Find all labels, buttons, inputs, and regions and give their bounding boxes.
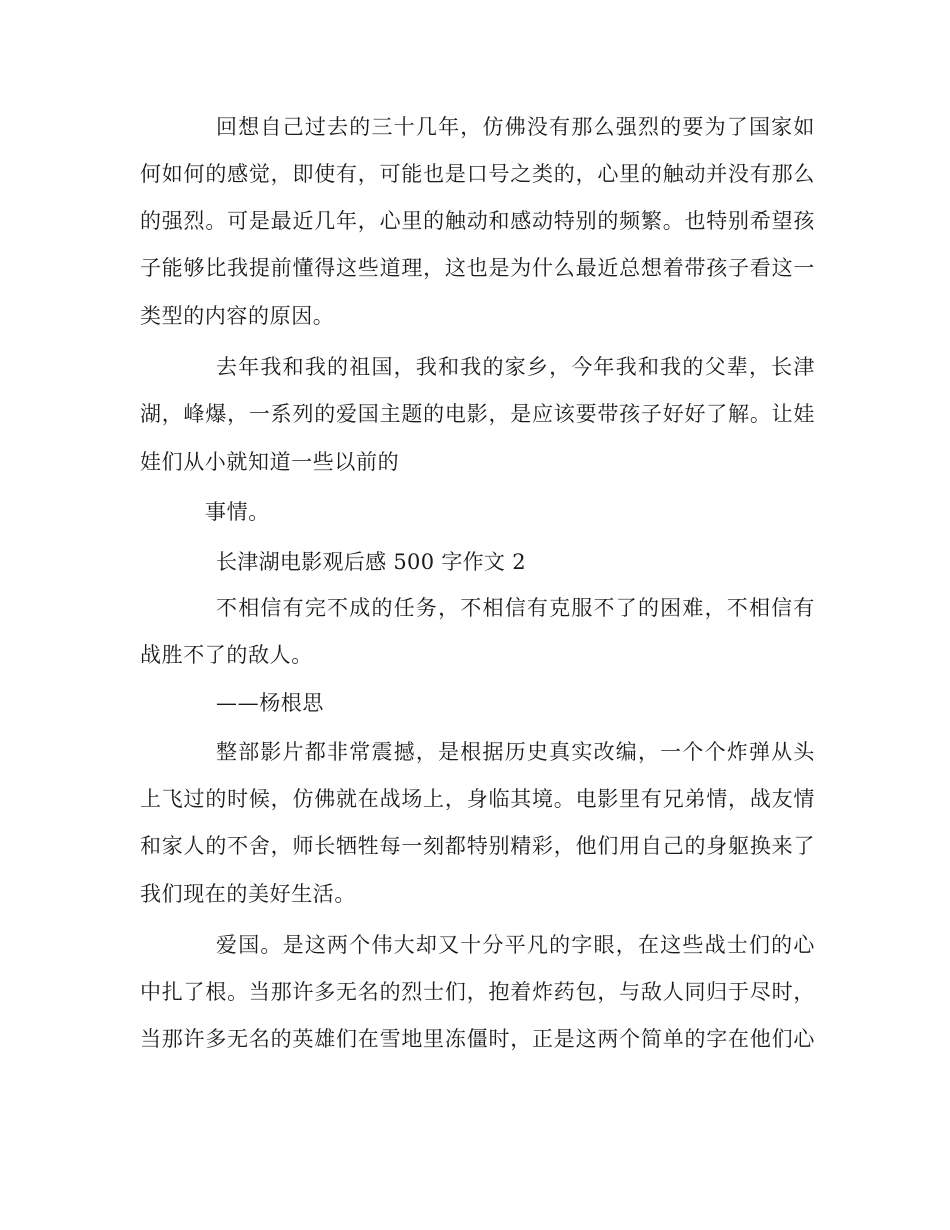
paragraph-2-line-1: 去年我和我的祖国，我和我的家乡，今年我和我的父辈，长津 <box>216 355 815 379</box>
paragraph-1-line-5: 类型的内容的原因。 <box>140 304 335 328</box>
paragraph-2-line-2: 湖，峰爆，一系列的爱国主题的电影，是应该要带孩子好好了解。让娃 <box>140 402 815 426</box>
paragraph-4-line-2: 上飞过的时候，仿佛就在战场上，身临其境。电影里有兄弟情，战友情 <box>140 787 815 811</box>
paragraph-1-line-2: 何如何的感觉，即使有，可能也是口号之类的，心里的触动并没有那么 <box>140 162 815 186</box>
paragraph-4-line-3: 和家人的不舍，师长牺牲每一刻都特别精彩，他们用自己的身躯换来了 <box>140 834 815 858</box>
paragraph-5-line-1: 爱国。是这两个伟大却又十分平凡的字眼，在这些战士们的心 <box>216 933 815 957</box>
quote-attribution: ——杨根思 <box>216 691 324 715</box>
paragraph-1-line-3: 的强烈。可是最近几年，心里的触动和感动特别的频繁。也特别希望孩 <box>140 209 815 233</box>
section-title: 长津湖电影观后感 500 字作文 2 <box>216 550 526 574</box>
quote-line-1: 不相信有完不成的任务，不相信有克服不了的困难，不相信有 <box>216 596 815 620</box>
quote-line-2: 战胜不了的敌人。 <box>140 643 313 667</box>
paragraph-3-line-1: 事情。 <box>205 500 270 524</box>
paragraph-4-line-4: 我们现在的美好生活。 <box>140 882 356 906</box>
paragraph-5-line-2: 中扎了根。当那许多无名的烈士们，抱着炸药包，与敌人同归于尽时， <box>140 980 815 1004</box>
paragraph-1-line-1: 回想自己过去的三十几年，仿佛没有那么强烈的要为了国家如 <box>216 115 815 139</box>
paragraph-1-line-4: 子能够比我提前懂得这些道理，这也是为什么最近总想着带孩子看这一 <box>140 256 815 280</box>
paragraph-5-line-3: 当那许多无名的英雄们在雪地里冻僵时，正是这两个简单的字在他们心 <box>140 1027 815 1051</box>
paragraph-4-line-1: 整部影片都非常震撼，是根据历史真实改编，一个个炸弹从头 <box>216 740 815 764</box>
paragraph-2-line-3: 娃们从小就知道一些以前的 <box>140 450 400 474</box>
